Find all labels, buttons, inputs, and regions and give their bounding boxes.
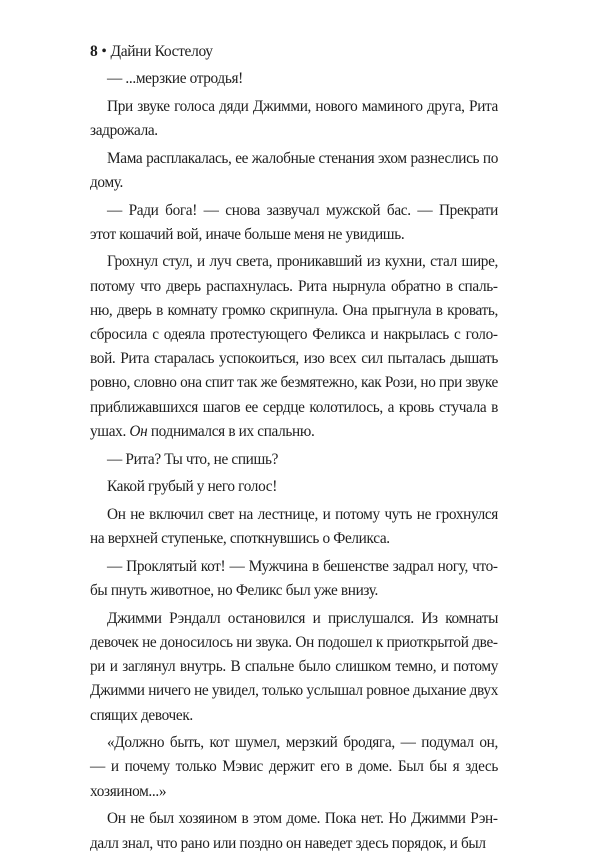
paragraph: — Ради бога! — снова зазвучал мужской бас. — Прекрати этот кошачий вой, иначе больше меня не увидишь. <box>90 201 498 243</box>
paragraph: Он не включил свет на лестнице, и потому чуть не грохнулся на верхней ступеньке, споткнувшись о Феликса. <box>90 505 498 548</box>
paragraph: — Рита? Ты что, не спишь? <box>107 450 279 468</box>
paragraph: Какой грубый у него голос! <box>107 478 277 496</box>
paragraph: — ...мерзкие отродья! <box>107 70 243 87</box>
paragraph: Грохнул стул, и луч света, проникавший из кухни, стал шире, потому что дверь распахнулась. Рита нырнула обратно в спальню, дверь в комнату громко скрипнула. Она прыгнула в кровать, сбросила с одеяла протестующего Феликса и накрылась с головой. Рита старалась успокоиться, изо всех сил пыталась дышать ровно, словно она спит так же безмятежно, как Рози, но при звуке приближавшихся шагов ее сердце колотилось, а кровь стучала в ушах. Он поднимался в их спальню. <box>90 253 498 440</box>
book-page <box>90 40 498 859</box>
page-number: 8 <box>90 43 98 60</box>
paragraph: Джимми Рэндалл остановился и прислушался. Из комнаты девочек не доносилось ни звука. Он подошел к приоткрытой двери и заглянул внутрь. В спальне было слишком темно, и потому Джимми ничего не увидел, только услышал ровное дыхание двух спящих девочек. <box>90 609 498 724</box>
author-name: Дайни Костелоу <box>110 43 213 60</box>
paragraph: При звуке голоса дяди Джимми, нового маминого друга, Рита задрожала. <box>90 97 498 139</box>
body-text <box>90 67 498 856</box>
paragraph: — Проклятый кот! — Мужчина в бешенстве задрал ногу, чтобы пнуть животное, но Феликс был уже внизу. <box>90 557 498 600</box>
paragraph: Он не был хозяином в этом доме. Пока нет. Но Джимми Рэндалл знал, что рано или поздно он наведет здесь порядок, и был <box>90 810 498 852</box>
header-separator: • <box>101 43 107 60</box>
running-header <box>90 40 498 64</box>
paragraph: «Должно быть, кот шумел, мерзкий бродяга, — подумал он, — и почему только Мэвис держит его в доме. Был бы я здесь хозяином...» <box>90 734 498 800</box>
paragraph: Мама расплакалась, ее жалобные стенания эхом разнеслись по дому. <box>90 149 498 191</box>
